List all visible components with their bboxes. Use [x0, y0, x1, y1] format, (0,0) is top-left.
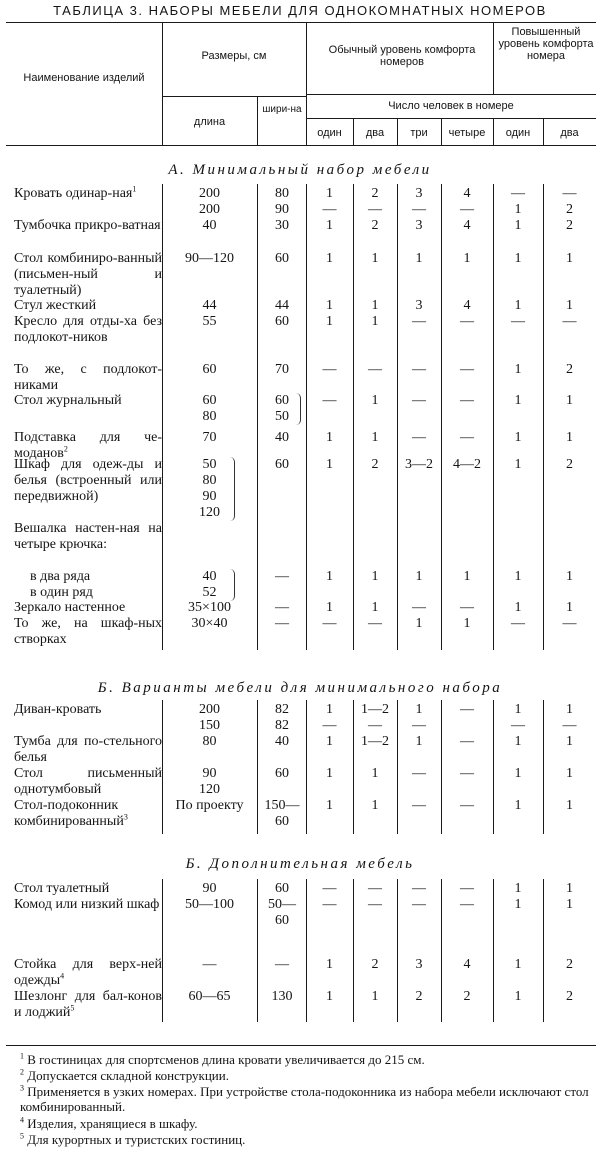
item-name-text: Стол письменный однотумбовый [14, 766, 162, 797]
item-name-text: Тумбочка прикро-ватная [14, 218, 161, 233]
count-cell: 1 [326, 766, 333, 781]
count-cell: 1 [514, 457, 522, 472]
item-name [14, 734, 162, 766]
count-cell: 1 [326, 218, 333, 233]
length-cell: 40 [202, 218, 217, 233]
width-cell: 80 90 [275, 186, 289, 217]
item-name-text: Вешалка настен-ная на четыре крючка: [14, 521, 162, 552]
count-cell: — [460, 362, 474, 377]
count-cell: 1—2 [361, 734, 389, 749]
count-cell: 1 [566, 251, 573, 266]
count-cell: 3—2 [405, 457, 433, 472]
count-cell: 1 [371, 766, 379, 781]
col-divider [162, 22, 163, 145]
header-length: длина [193, 116, 226, 128]
count-cell: 1 [566, 766, 573, 781]
item-name [14, 186, 162, 202]
count-cell: 1 [514, 989, 522, 1004]
count-cell: 4 [463, 957, 471, 972]
count-cell: — [368, 362, 382, 377]
count-cell: 1 [566, 881, 573, 896]
count-cell: — [412, 897, 426, 912]
item-name-text: Стойка для верх-ней одежды [14, 957, 162, 988]
count-cell: 2 [371, 457, 379, 472]
length-cell: 60—65 [188, 989, 231, 1004]
footnote [20, 1052, 595, 1067]
item-name [14, 314, 162, 346]
header-top-rule [6, 22, 596, 23]
item-name [14, 989, 162, 1021]
width-cell: — [275, 600, 289, 615]
item-name-text: То же, с подлокот-никами [14, 362, 162, 393]
length-cell: 90 [202, 881, 217, 896]
footnote-text: В гостиницах для спортсменов длина кровати увеличивается до 215 см. [24, 1052, 425, 1067]
item-name-text: Стол-подоконник комбинированный [14, 798, 124, 829]
count-cell: — [412, 766, 426, 781]
footnote-ref: 4 [60, 971, 65, 981]
brace-mark [230, 569, 235, 601]
item-name-text: Диван-кровать [14, 702, 102, 717]
width-cell: 60 [275, 314, 289, 329]
count-cell: 1 [415, 251, 423, 266]
header-raised: Повышенный уровень комфорта номера [498, 26, 594, 62]
count-cell: 1 [463, 251, 471, 266]
count-cell: 1 [514, 218, 522, 233]
footnotes-rule [6, 1045, 596, 1046]
count-cell: — [562, 616, 577, 631]
item-name-text: Зеркало настенное [14, 600, 126, 615]
item-name-text: Подставка для че-моданов [14, 430, 162, 461]
count-cell: — [460, 600, 474, 615]
item-name-text: в два ряда в один ряд [30, 569, 93, 600]
footnote-mark: 5 [20, 1131, 24, 1141]
col-divider [306, 22, 307, 145]
count-cell: 1 [326, 251, 333, 266]
item-name [14, 702, 162, 718]
length-cell: 40 52 [202, 569, 217, 600]
item-name [14, 569, 178, 601]
item-name [14, 362, 162, 394]
count-cell: 1 [514, 251, 522, 266]
length-cell: 55 [202, 314, 217, 329]
count-cell: — 2 [562, 186, 577, 217]
item-name [14, 218, 162, 234]
count-cell: — [460, 393, 474, 408]
width-cell: 82 82 [275, 702, 289, 733]
width-cell: 40 [275, 734, 289, 749]
count-cell: 2 [566, 989, 573, 1004]
count-cell: 1 [514, 766, 522, 781]
count-cell: 1 [326, 569, 333, 584]
item-name [14, 897, 162, 913]
count-cell: 1 [514, 362, 522, 377]
count-cell: 1 [326, 314, 333, 329]
count-cell: 1 [566, 600, 573, 615]
width-cell: 70 [275, 362, 289, 377]
width-cell: 60 [275, 251, 289, 266]
length-cell: 90 120 [199, 766, 220, 797]
count-cell: — [412, 600, 426, 615]
item-name [14, 251, 162, 299]
length-cell: 35×100 [188, 600, 231, 615]
width-cell: 130 [271, 989, 293, 1004]
width-cell: 40 [275, 430, 289, 445]
count-cell: 4 — [460, 186, 474, 217]
count-cell: 1 — [511, 702, 525, 733]
count-cell: — [412, 798, 426, 813]
footnote-ref: 2 [63, 444, 68, 454]
count-cell: 1 [371, 393, 379, 408]
count-cell: 1 [326, 957, 333, 972]
count-cell: 1 [514, 298, 522, 313]
footnote-mark: 1 [20, 1051, 24, 1061]
count-cell: 1 [514, 430, 522, 445]
width-cell: 30 [275, 218, 289, 233]
count-cell: 2 [463, 989, 471, 1004]
count-cell: 1 — [322, 702, 337, 733]
count-cell: — [412, 393, 426, 408]
length-cell: 30×40 [191, 616, 228, 631]
count-cell: — [460, 702, 474, 717]
count-cell: 2 [371, 957, 379, 972]
count-cell: — [322, 881, 337, 896]
length-cell: 90—120 [185, 251, 234, 266]
count-cell: 1 [514, 881, 522, 896]
footnote-ref: 3 [123, 812, 128, 822]
count-cell: 2 [415, 989, 423, 1004]
length-cell: 60 80 [202, 393, 217, 424]
footnote [20, 1132, 595, 1147]
count-cell: 2 [566, 362, 573, 377]
count-cell: 1 [415, 616, 423, 631]
header-persons: Число человек в номере [388, 100, 514, 112]
length-cell: 50 80 90 120 [199, 457, 220, 520]
length-cell: 60 [202, 362, 217, 377]
count-cell: 1 [415, 734, 423, 749]
item-name-text: Стол комбиниро-ванный (письмен-ный и туалетный) [14, 251, 162, 298]
count-cell: 1 [514, 734, 522, 749]
footnote-text: Применяется в узких номерах. При устройстве стола-подоконника из набора мебели исключают стол комбинированный. [20, 1084, 589, 1114]
item-name [14, 393, 162, 409]
count-cell: 1 [371, 569, 379, 584]
count-cell: — [368, 897, 382, 912]
count-cell: 1 [326, 798, 333, 813]
count-cell: 1 [326, 600, 333, 615]
footnote-text: Для курортных и туристских гостиниц. [24, 1132, 246, 1147]
length-cell: 50—100 [185, 897, 234, 912]
count-cell: 1—2 — [361, 702, 389, 733]
count-cell: — [412, 430, 426, 445]
width-cell: — [275, 616, 289, 631]
count-cell: — [460, 430, 474, 445]
persons-rule [306, 118, 596, 119]
length-cell: 70 [202, 430, 217, 445]
count-cell: 1 [371, 989, 379, 1004]
col-divider [543, 118, 544, 145]
width-cell: 60 50 [275, 393, 289, 424]
header-width: шири-на [262, 104, 302, 115]
brace-mark [230, 457, 235, 521]
header-name: Наименование изделий [23, 72, 145, 84]
item-name-text: Шезлонг для бал-конов и лоджий [14, 989, 162, 1020]
count-cell: 1 [514, 897, 522, 912]
count-cell: 1 [566, 569, 573, 584]
footnote-ref: 1 [132, 184, 137, 194]
count-cell: 4 [463, 298, 471, 313]
item-name-text: Шкаф для одеж-ды и белья (встроенный или передвижной) [14, 457, 162, 504]
width-cell: — [275, 569, 289, 584]
count-cell: 1 [326, 298, 333, 313]
length-cell: По проекту [175, 798, 244, 813]
count-cell: 1 — [322, 186, 337, 217]
count-cell: 1 [371, 314, 379, 329]
count-cell: 2 [566, 457, 573, 472]
count-cell: — [460, 798, 474, 813]
count-cell: 1 [326, 430, 333, 445]
count-cell: — [322, 616, 337, 631]
length-cell: 44 [202, 298, 217, 313]
col-divider [353, 118, 354, 145]
count-cell: 1 [415, 569, 423, 584]
count-cell: — [368, 881, 382, 896]
footnote-text: Изделия, хранящиеся в шкафу. [24, 1116, 198, 1131]
footnote [20, 1084, 595, 1114]
width-cell: 60 [275, 457, 289, 472]
count-cell: — [322, 393, 337, 408]
count-cell: 1 [514, 600, 522, 615]
width-cell: 50— 60 [268, 897, 296, 928]
item-name-text: Стул жесткий [14, 298, 97, 313]
item-name [14, 600, 162, 616]
count-cell: 1 [371, 798, 379, 813]
width-cell: 60 [275, 766, 289, 781]
count-cell: — [322, 362, 337, 377]
col-divider [493, 22, 494, 94]
count-cell: 1 — [562, 702, 577, 733]
item-name-text: Кровать одинар-ная [14, 186, 133, 201]
count-cell: 2 [566, 957, 573, 972]
header-count-3: три [410, 127, 428, 139]
length-cell: 200 150 [199, 702, 220, 733]
count-cell: — [460, 897, 474, 912]
count-cell: — [412, 362, 426, 377]
count-cell: — [511, 616, 525, 631]
footnote-mark: 2 [20, 1067, 24, 1077]
count-cell: — 1 [511, 186, 525, 217]
count-cell: 1 [514, 569, 522, 584]
item-name-text: Стол туалетный [14, 881, 110, 896]
count-cell: — [412, 314, 426, 329]
item-name [14, 766, 162, 798]
count-cell: 3 — [412, 186, 426, 217]
count-cell: 1 [326, 734, 333, 749]
count-cell: 1 [326, 989, 333, 1004]
col-divider [257, 96, 258, 145]
count-cell: 4 [463, 218, 471, 233]
item-name [14, 616, 162, 648]
item-name-text: Стол журнальный [14, 393, 122, 408]
count-cell: — [368, 616, 382, 631]
count-cell: 1 [371, 430, 379, 445]
count-cell: — [322, 897, 337, 912]
footnote [20, 1116, 595, 1131]
count-cell: — [460, 734, 474, 749]
item-name-text: То же, на шкаф-ных створках [14, 616, 162, 647]
count-cell: 1 [514, 393, 522, 408]
item-name [14, 798, 162, 830]
col-divider [397, 118, 398, 145]
item-name-text: Комод или низкий шкаф [14, 897, 160, 912]
item-name [14, 881, 162, 897]
header-bottom-rule [6, 145, 596, 146]
length-cell: 200 200 [199, 186, 220, 217]
brace-mark [296, 393, 301, 425]
table-title: ТАБЛИЦА 3. НАБОРЫ МЕБЕЛИ ДЛЯ ОДНОКОМНАТНЫХ НОМЕРОВ [53, 3, 547, 18]
header-count-5: один [505, 127, 531, 139]
item-name-text: Кресло для отды-ха без подлокот-ников [14, 314, 162, 345]
count-cell: 3 [415, 218, 423, 233]
count-cell: — [511, 314, 525, 329]
item-name [14, 521, 162, 553]
count-cell: 1 [514, 957, 522, 972]
width-cell: 44 [275, 298, 289, 313]
count-cell: 1 [514, 798, 522, 813]
count-cell: 1 [371, 298, 379, 313]
count-cell: 2 — [368, 186, 382, 217]
count-cell: 1 [371, 251, 379, 266]
footnote-text: Допускается складной конструкции. [24, 1068, 229, 1083]
width-cell: 150— 60 [264, 798, 300, 829]
count-cell: 1 [566, 393, 573, 408]
count-cell: 3 [415, 957, 423, 972]
count-cell: 1 [566, 734, 573, 749]
header-count-2: два [365, 127, 385, 139]
count-cell: — [412, 881, 426, 896]
count-cell: — [460, 881, 474, 896]
item-name-text: Тумба для по-стельного белья [14, 734, 162, 765]
section-title-b: Б. Варианты мебели для минимального набора [97, 680, 503, 696]
sizes-rule [162, 96, 306, 97]
count-cell: 1 [566, 897, 573, 912]
section-title-a: А. Минимальный набор мебели [168, 162, 432, 178]
count-cell: 1 [566, 298, 573, 313]
count-cell: 2 [371, 218, 379, 233]
header-sizes: Размеры, см [201, 50, 267, 62]
col-divider [441, 118, 442, 145]
header-count-6: два [560, 127, 579, 139]
col-divider [493, 118, 494, 145]
item-name [14, 298, 162, 314]
footnote-mark: 3 [20, 1083, 24, 1093]
item-name [14, 457, 162, 505]
count-cell: 1 [566, 798, 573, 813]
header-usual: Обычный уровень комфорта номеров [328, 44, 476, 68]
count-cell: — [460, 314, 474, 329]
count-cell: 1 [463, 616, 471, 631]
item-name [14, 957, 162, 989]
count-cell: 2 [566, 218, 573, 233]
count-cell: — [562, 314, 577, 329]
footnote [20, 1068, 595, 1083]
length-cell: 80 [202, 734, 217, 749]
count-cell: 1 [463, 569, 471, 584]
length-cell: — [202, 957, 217, 972]
header-count-4: четыре [448, 127, 486, 139]
footnote-ref: 5 [70, 1003, 75, 1013]
count-cell: 3 [415, 298, 423, 313]
count-cell: 1 [326, 457, 333, 472]
count-cell: — [460, 766, 474, 781]
section-title-v: Б. Дополнительная мебель [185, 856, 415, 872]
count-cell: 4—2 [453, 457, 481, 472]
count-cell: 1 [566, 430, 573, 445]
header-count-1: один [317, 127, 342, 139]
header-mid-rule [306, 94, 596, 95]
width-cell: 60 [275, 881, 289, 896]
count-cell: 1 [371, 600, 379, 615]
footnote-mark: 4 [20, 1115, 24, 1125]
width-cell: — [275, 957, 289, 972]
count-cell: 1 — [412, 702, 426, 733]
